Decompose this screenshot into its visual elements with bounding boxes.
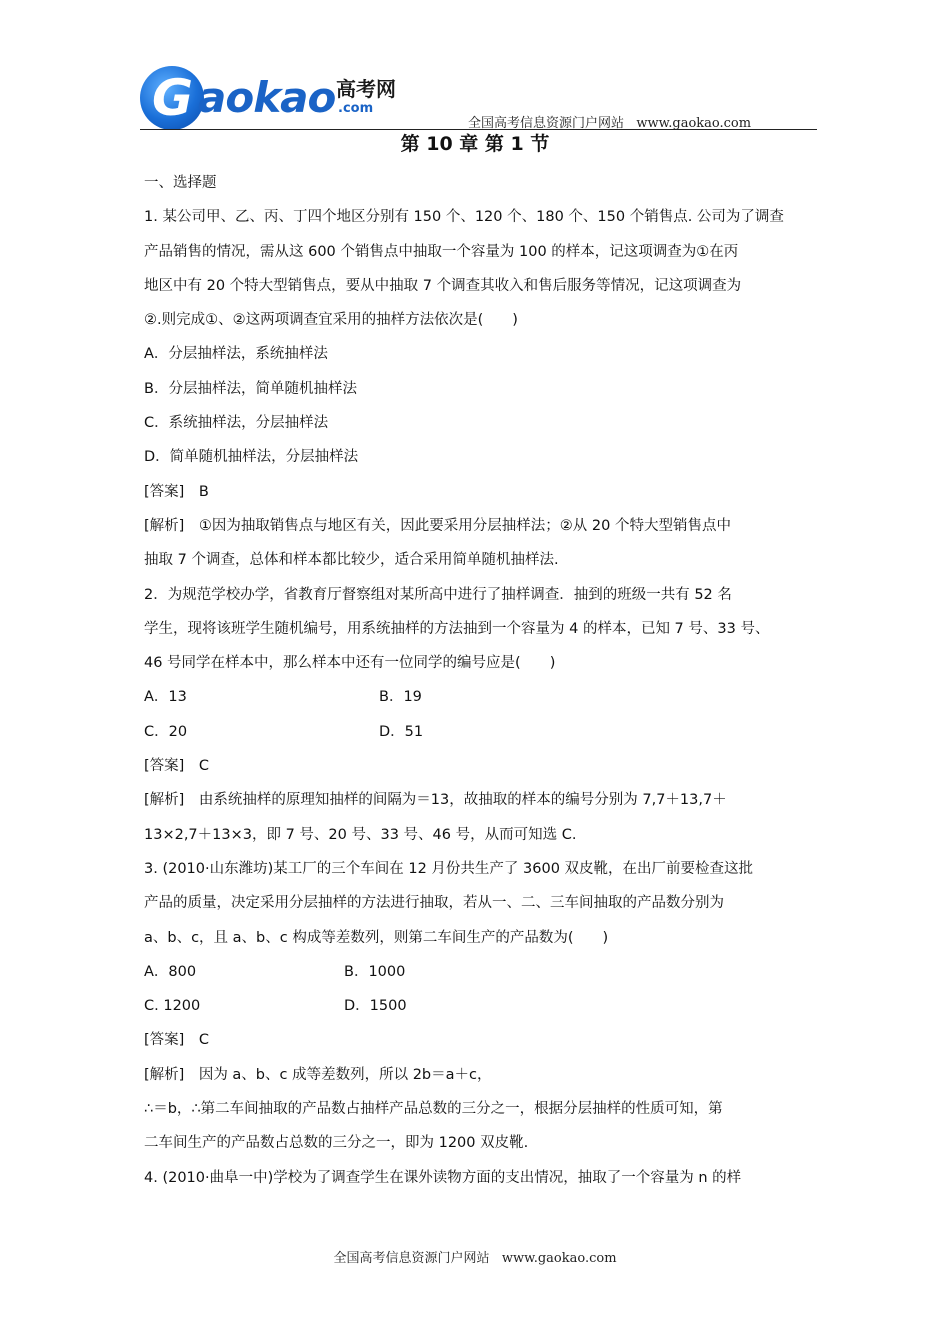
analysis-line: ∴＝b，∴第二车间抽取的产品数占抽样产品总数的三分之一，根据分层抽样的性质可知，第: [144, 1101, 723, 1118]
analysis-line: [解析] 因为 a、b、c 成等差数列，所以 2b＝a＋c，: [144, 1066, 492, 1083]
logo-wordmark: aokao: [198, 73, 336, 122]
question-line: 地区中有 20 个特大型销售点，要从中抽取 7 个调查其收入和售后服务等情况，记这项调查为: [144, 277, 742, 294]
question-line: 4. (2010·曲阜一中)学校为了调查学生在课外读物方面的支出情况，抽取了一个容量为 n 的样: [144, 1169, 742, 1186]
option-c: C. 1200: [144, 998, 201, 1015]
option-a: A．800: [144, 963, 197, 980]
option-row: [144, 989, 818, 1023]
question-line: 产品销售的情况，需从这 600 个销售点中抽取一个容量为 100 的样本，记这项调查为①在丙: [144, 243, 739, 260]
option-b: B．19: [379, 689, 422, 706]
option-a: A．分层抽样法，系统抽样法: [144, 346, 328, 363]
analysis-line: 13×2,7＋13×3，即 7 号、20 号、33 号、46 号，从而可知选 C.: [144, 826, 577, 843]
question-line: 3. (2010·山东潍坊)某工厂的三个车间在 12 月份共生产了 3600 双皮靴，在出厂前要检查这批: [144, 860, 754, 877]
logo-chinese-text: 高考网: [336, 77, 396, 101]
footer-site-text: 全国高考信息资源门户网站 www.gaokao.com: [333, 1251, 617, 1266]
option-b: B．分层抽样法，简单随机抽样法: [144, 380, 357, 397]
option-row: [144, 715, 818, 749]
option-c: C．20: [144, 723, 188, 740]
gaokao-logo: [140, 66, 400, 130]
question-line: a、b、c，且 a、b、c 构成等差数列，则第二车间生产的产品数为( ): [144, 929, 609, 946]
question-line: 产品的质量，决定采用分层抽样的方法进行抽取，若从一、二、三车间抽取的产品数分别为: [144, 895, 724, 912]
answer: [答案] C: [144, 758, 209, 775]
option-c: C．系统抽样法，分层抽样法: [144, 415, 329, 432]
analysis-line: 二车间生产的产品数占总数的三分之一，即为 1200 双皮靴.: [144, 1135, 529, 1152]
page-title: 第 10 章 第 1 节: [400, 133, 550, 155]
option-row: [144, 955, 818, 989]
option-row: [144, 680, 818, 714]
answer: [答案] C: [144, 1032, 209, 1049]
document-body: [144, 166, 818, 1195]
question-line: ②.则完成①、②这两项调查宜采用的抽样方法依次是( ): [144, 312, 518, 329]
section-heading: 一、选择题: [144, 175, 217, 191]
question-line: 1. 某公司甲、乙、丙、丁四个地区分别有 150 个、120 个、180 个、150 个销售点. 公司为了调查: [144, 209, 784, 226]
question-line: 46 号同学在样本中，那么样本中还有一位同学的编号应是( ): [144, 655, 556, 672]
header-site-text: 全国高考信息资源门户网站 www.gaokao.com: [468, 116, 752, 131]
analysis-line: [解析] 由系统抽样的原理知抽样的间隔为＝13，故抽取的样本的编号分别为 7,7＋13,7＋: [144, 792, 727, 809]
option-a: A．13: [144, 689, 187, 706]
option-d: D．简单随机抽样法，分层抽样法: [144, 449, 359, 466]
option-d: D．1500: [344, 998, 407, 1015]
analysis-line: [解析] ①因为抽取销售点与地区有关，因此要采用分层抽样法；②从 20 个特大型销售点中: [144, 517, 731, 534]
question-line: 2．为规范学校办学，省教育厅督察组对某所高中进行了抽样调查．抽到的班级一共有 52 名: [144, 586, 732, 603]
answer: [答案] B: [144, 483, 209, 500]
option-b: B．1000: [344, 963, 406, 980]
logo-dotcom: .com: [338, 101, 374, 116]
analysis-line: 抽取 7 个调查，总体和样本都比较少，适合采用简单随机抽样法.: [144, 552, 559, 569]
option-d: D．51: [379, 723, 424, 740]
logo-g-letter: G: [152, 69, 194, 127]
question-line: 学生，现将该班学生随机编号，用系统抽样的方法抽到一个容量为 4 的样本，已知 7 号、33 号、: [144, 620, 770, 637]
